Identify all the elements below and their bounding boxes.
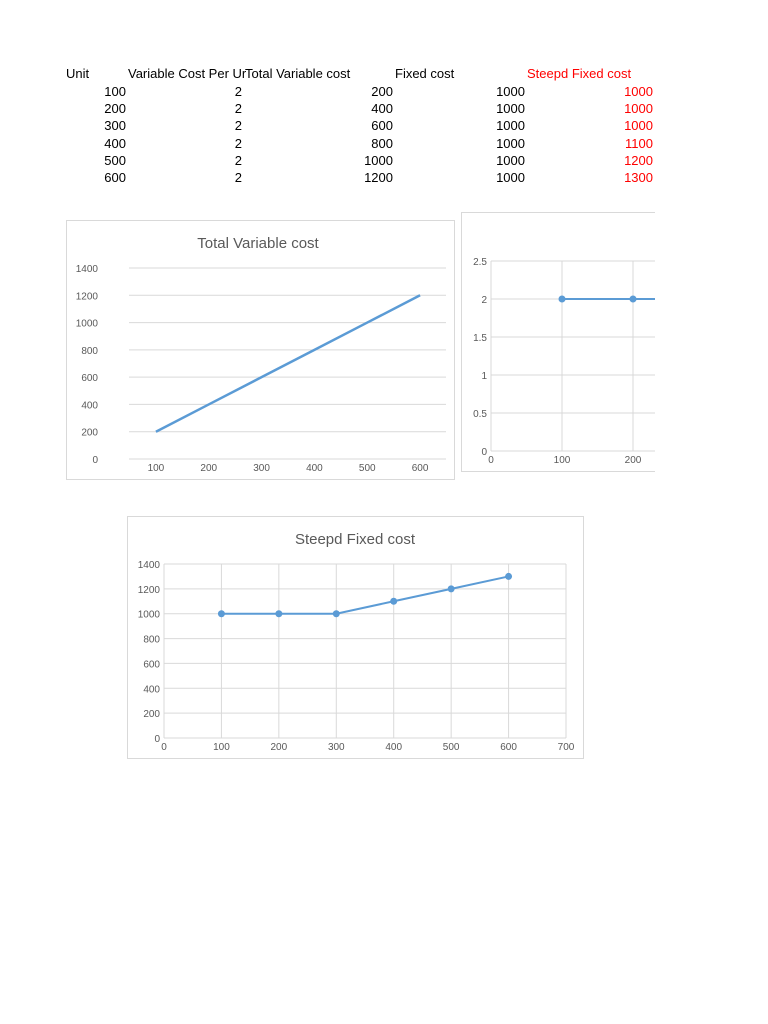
- y-tick-label: 1200: [75, 291, 98, 303]
- data-point: [275, 610, 282, 617]
- table-cell: 2: [234, 84, 242, 99]
- y-tick-label: 400: [143, 684, 160, 696]
- table-cell: 1000: [624, 101, 653, 116]
- x-tick-label: 600: [411, 463, 429, 474]
- x-tick-label: 100: [147, 463, 165, 474]
- x-tick-label: 0: [488, 455, 494, 466]
- x-tick-label: 600: [500, 742, 517, 753]
- header-total-variable-cost: Total Variable cost: [245, 66, 351, 81]
- header-unit: Unit: [66, 66, 90, 81]
- table-cell: 600: [371, 118, 393, 133]
- x-tick-label: 200: [624, 455, 642, 466]
- header-steepd-fixed-cost: Steepd Fixed cost: [527, 66, 632, 81]
- data-point: [505, 573, 512, 580]
- data-point: [390, 598, 397, 605]
- variable-cost-per-unit-chart: [461, 212, 655, 472]
- data-point: [218, 610, 225, 617]
- y-tick-label: 1.5: [473, 333, 487, 344]
- table-cell: 2: [234, 170, 242, 185]
- y-tick-label: 0.5: [473, 409, 487, 420]
- y-tick-label: 600: [81, 373, 98, 385]
- table-cell: 300: [104, 118, 126, 133]
- y-tick-label: 0: [92, 455, 98, 466]
- variable-cost-per-unit-chart-svg: [462, 213, 655, 471]
- table-cell: 1000: [364, 153, 393, 168]
- table-cell: 2: [234, 118, 242, 133]
- y-tick-label: 200: [81, 427, 98, 439]
- series-line: [156, 295, 420, 431]
- y-tick-label: 200: [143, 709, 160, 721]
- y-tick-label: 1400: [137, 560, 160, 571]
- total-variable-cost-chart: [66, 220, 455, 480]
- total-variable-cost-chart-svg: [67, 221, 454, 479]
- data-point: [448, 585, 455, 592]
- x-tick-label: 500: [442, 742, 460, 753]
- x-tick-label: 100: [213, 742, 230, 753]
- table-cell: 1000: [496, 170, 525, 185]
- steepd-fixed-cost-chart-svg: [128, 517, 583, 758]
- x-tick-label: 300: [253, 463, 270, 474]
- table-cell: 2: [234, 153, 242, 168]
- steepd-fixed-cost-chart: [127, 516, 584, 759]
- table-cell: 500: [104, 153, 126, 168]
- y-tick-label: 800: [81, 345, 98, 357]
- header-fixed-cost: Fixed cost: [395, 66, 455, 81]
- y-tick-label: 1000: [137, 609, 160, 621]
- x-tick-label: 200: [270, 742, 288, 753]
- table-cell: 1000: [496, 101, 525, 116]
- y-tick-label: 0: [154, 734, 160, 745]
- table-cell: 600: [104, 170, 126, 185]
- table-cell: 200: [371, 84, 393, 99]
- table-cell: 800: [371, 136, 393, 151]
- table-cell: 1200: [624, 153, 653, 168]
- series-line: [221, 576, 508, 613]
- table-cell: 1200: [364, 170, 393, 185]
- table-cell: 200: [104, 101, 126, 116]
- chart-title: Steepd Fixed cost: [294, 531, 416, 548]
- x-tick-label: 500: [358, 463, 376, 474]
- y-tick-label: 2: [481, 295, 487, 306]
- spreadsheet-table: [0, 0, 768, 200]
- table-cell: 400: [371, 101, 393, 116]
- y-tick-label: 1: [481, 371, 487, 382]
- data-point: [630, 296, 637, 303]
- table-cell: 2: [234, 136, 242, 151]
- x-tick-label: 100: [553, 455, 571, 466]
- y-tick-label: 600: [143, 659, 160, 671]
- x-tick-label: 700: [557, 742, 575, 753]
- header-variable-cost-per-unit: Variable Cost Per Ur: [128, 66, 247, 81]
- x-tick-label: 0: [161, 742, 167, 753]
- table-cell: 1000: [496, 136, 525, 151]
- x-tick-label: 300: [327, 742, 345, 753]
- table-cell: 1000: [624, 118, 653, 133]
- table-cell: 1000: [624, 84, 653, 99]
- x-tick-label: 200: [200, 463, 218, 474]
- y-tick-label: 400: [81, 400, 98, 412]
- y-tick-label: 1400: [75, 264, 98, 275]
- y-tick-label: 2.5: [473, 257, 487, 268]
- y-tick-label: 800: [143, 634, 160, 646]
- y-tick-label: 0: [481, 447, 487, 458]
- table-cell: 1000: [496, 84, 525, 99]
- table-cell: 100: [104, 84, 126, 99]
- table-cell: 1100: [625, 136, 653, 151]
- x-tick-label: 400: [306, 463, 323, 474]
- chart-title: Total Variable cost: [197, 235, 319, 252]
- table-cell: 400: [104, 136, 126, 151]
- table-cell: 1000: [496, 153, 525, 168]
- table-cell: 1000: [496, 118, 525, 133]
- y-tick-label: 1200: [137, 584, 160, 596]
- data-point: [333, 610, 340, 617]
- table-cell: 2: [234, 101, 242, 116]
- x-tick-label: 400: [385, 742, 403, 753]
- data-point: [559, 296, 566, 303]
- table-cell: 1300: [624, 170, 653, 185]
- y-tick-label: 1000: [75, 318, 98, 330]
